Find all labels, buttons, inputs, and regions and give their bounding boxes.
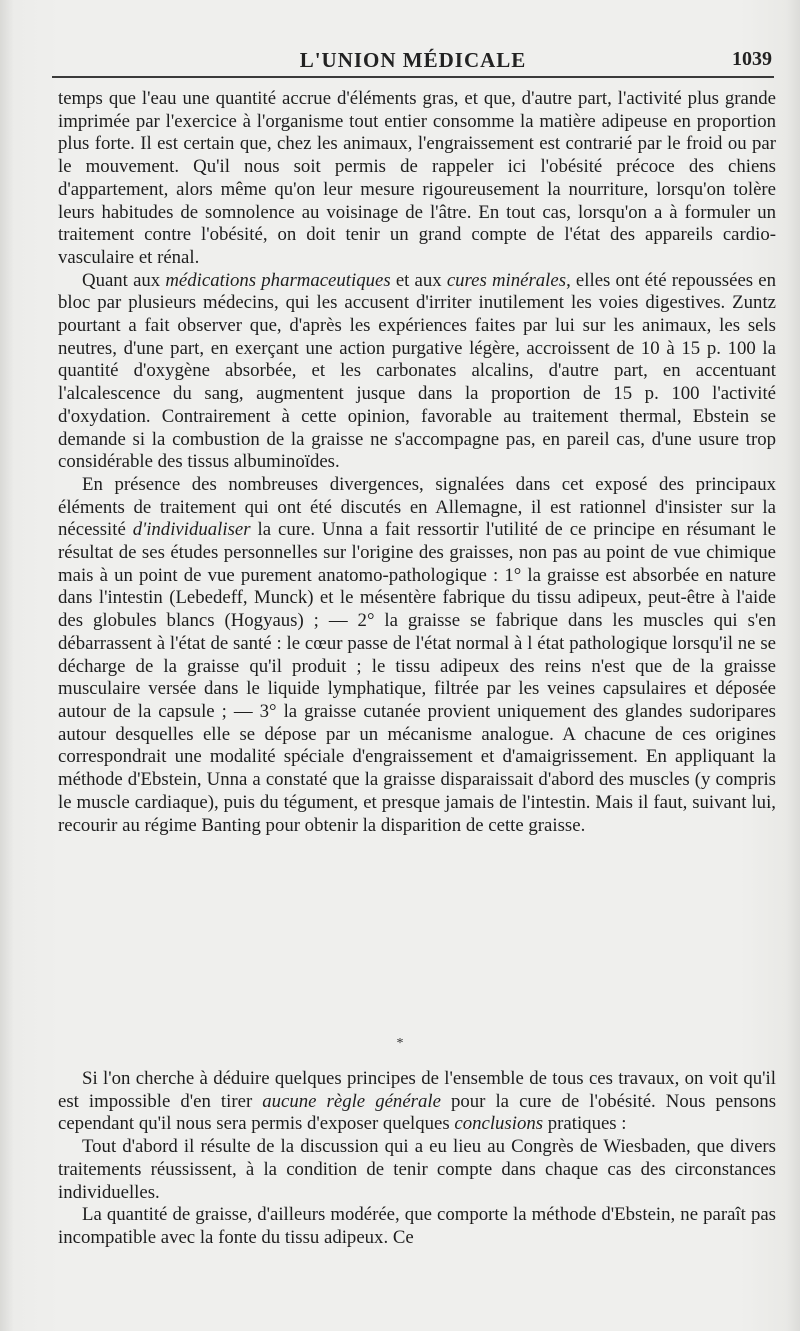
- running-title: L'UNION MÉDICALE: [299, 48, 527, 72]
- paragraph-5: Tout d'abord il résulte de la discussion qui a eu lieu au Congrès de Wiesbaden, que divers traitements réussissent, à la condition de tenir compte dans chaque cas des circonstances individuelles.: [58, 1136, 776, 1203]
- paragraph-3-text: En présence des nombreuses divergences, signalées dans cet exposé des principaux éléments de traitement qui ont été discutés en Allemagne, il est rationnel d'insister sur la nécessité: [58, 473, 776, 541]
- paragraph-2-emphasis-2: cures minérales: [446, 269, 567, 291]
- paragraph-3-emphasis: d'individualiser: [132, 519, 251, 541]
- paragraph-4-emphasis-2: conclusions: [454, 1113, 544, 1135]
- page-header: [52, 44, 774, 78]
- text-block-conclusions: [58, 1068, 776, 1250]
- paragraph-3-text: la cure. Unna a fait ressortir l'utilité de ce principe en résumant le résultat de ses études personnelles sur l'origine des graisses, non pas au point de vue chimique mais à un point de vue purement anatomo-pathologique : 1° la graisse est absorbée en nature dans l'intestin (Lebedeff, Munck) et le mésentère fabrique du tissu adipeux, peut-être à l'aide des globules blancs (Hogyaus) ; — 2° la graisse se fabrique dans les muscles qui s'en débarrassent à l'état de santé : le cœur passe de l'état normal à l état pathologique lorsqu'il ne se décharge de la graisse qu'il produit ; le tissu adipeux des reins n'est que de la graisse musculaire versée dans le liquide lymphatique, filtrée par les veines capsulaires et déposée autour de la capsule ; — 3° la graisse cutanée provient uniquement des glandes sudoripares autour desquelles elle se dépose par un mécanisme analogue. A chacune de ces origines correspondrait une modalité spéciale d'engraissement et d'amaigrissement. En appliquant la méthode d'Ebstein, Unna a constaté que la graisse disparaissait d'abord des muscles (y compris le muscle cardiaque), puis du tégument, et presque jamais de l'intestin. Mais il faut, suivant lui, recourir au régime Banting pour obtenir la disparition de cette graisse.: [58, 519, 776, 836]
- paragraph-2: [58, 270, 776, 474]
- paragraph-3: [58, 474, 776, 837]
- paragraph-1: temps que l'eau une quantité accrue d'éléments gras, et que, d'autre part, l'activité plus grande imprimée par l'exercice à l'organisme tout entier consomme la matière adipeuse en proportion plus forte. Il est certain que, chez les animaux, l'engraissement est contrarié par le froid ou par le mouvement. Qu'il nous soit permis de rappeler ici l'obésité précoce des chiens d'appartement, alors même qu'on leur mesure rigoureusement la nourriture, lorsqu'on tolère leurs habitudes de somnolence au voisinage de l'âtre. En tout cas, lorsqu'on a à formuler un traitement contre l'obésité, on doit tenir un grand compte de l'état des appareils cardio-vasculaire et rénal.: [58, 88, 776, 268]
- paragraph-4-text: pratiques :: [543, 1113, 627, 1135]
- paragraph-4-emphasis-1: aucune règle générale: [262, 1090, 441, 1112]
- paragraph-2-emphasis-1: médications pharmaceutiques: [165, 269, 391, 291]
- text-block-main: [58, 88, 776, 837]
- paragraph-2-text: Quant aux: [82, 269, 166, 291]
- paragraph-4-text: Si l'on cherche à déduire quelques principes de l'ensemble de tous ces travaux, on voit qu'il est impossible d'en tirer: [58, 1068, 776, 1112]
- paragraph-4-text: pour la cure de l'obésité. Nous pensons cependant qu'il nous sera permis d'exposer quelques: [58, 1090, 777, 1135]
- paragraph-2-text: , elles ont été repoussées en bloc par plusieurs médecins, qui les accusent d'irriter inutilement les voies digestives. Zuntz pourtant a fait observer que, d'après les expériences faites par lui sur les animaux, les sels neutres, d'une part, en exerçant une action purgative légère, accroissent de 10 à 15 p. 100 la quantité d'oxygène absorbée, et les carbonates alcalins, d'autre part, en accentuant l'alcalescence du sang, augmentent jusque dans la proportion de 15 p. 100 l'activité d'oxydation. Contrairement à cette opinion, favorable au traitement thermal, Ebstein se demande si la combustion de la graisse ne s'accompagne pas, en pareil cas, d'une usure trop considérable des tissus albuminoïdes.: [58, 269, 776, 473]
- paragraph-2-text: et aux: [390, 269, 447, 291]
- page-number: 1039: [732, 48, 772, 70]
- section-separator: *: [396, 1036, 404, 1051]
- paragraph-4: [58, 1068, 776, 1136]
- paragraph-6: La quantité de graisse, d'ailleurs modérée, que comporte la méthode d'Ebstein, ne paraît pas incompatible avec la fonte du tissu adipeux. Ce: [58, 1204, 776, 1248]
